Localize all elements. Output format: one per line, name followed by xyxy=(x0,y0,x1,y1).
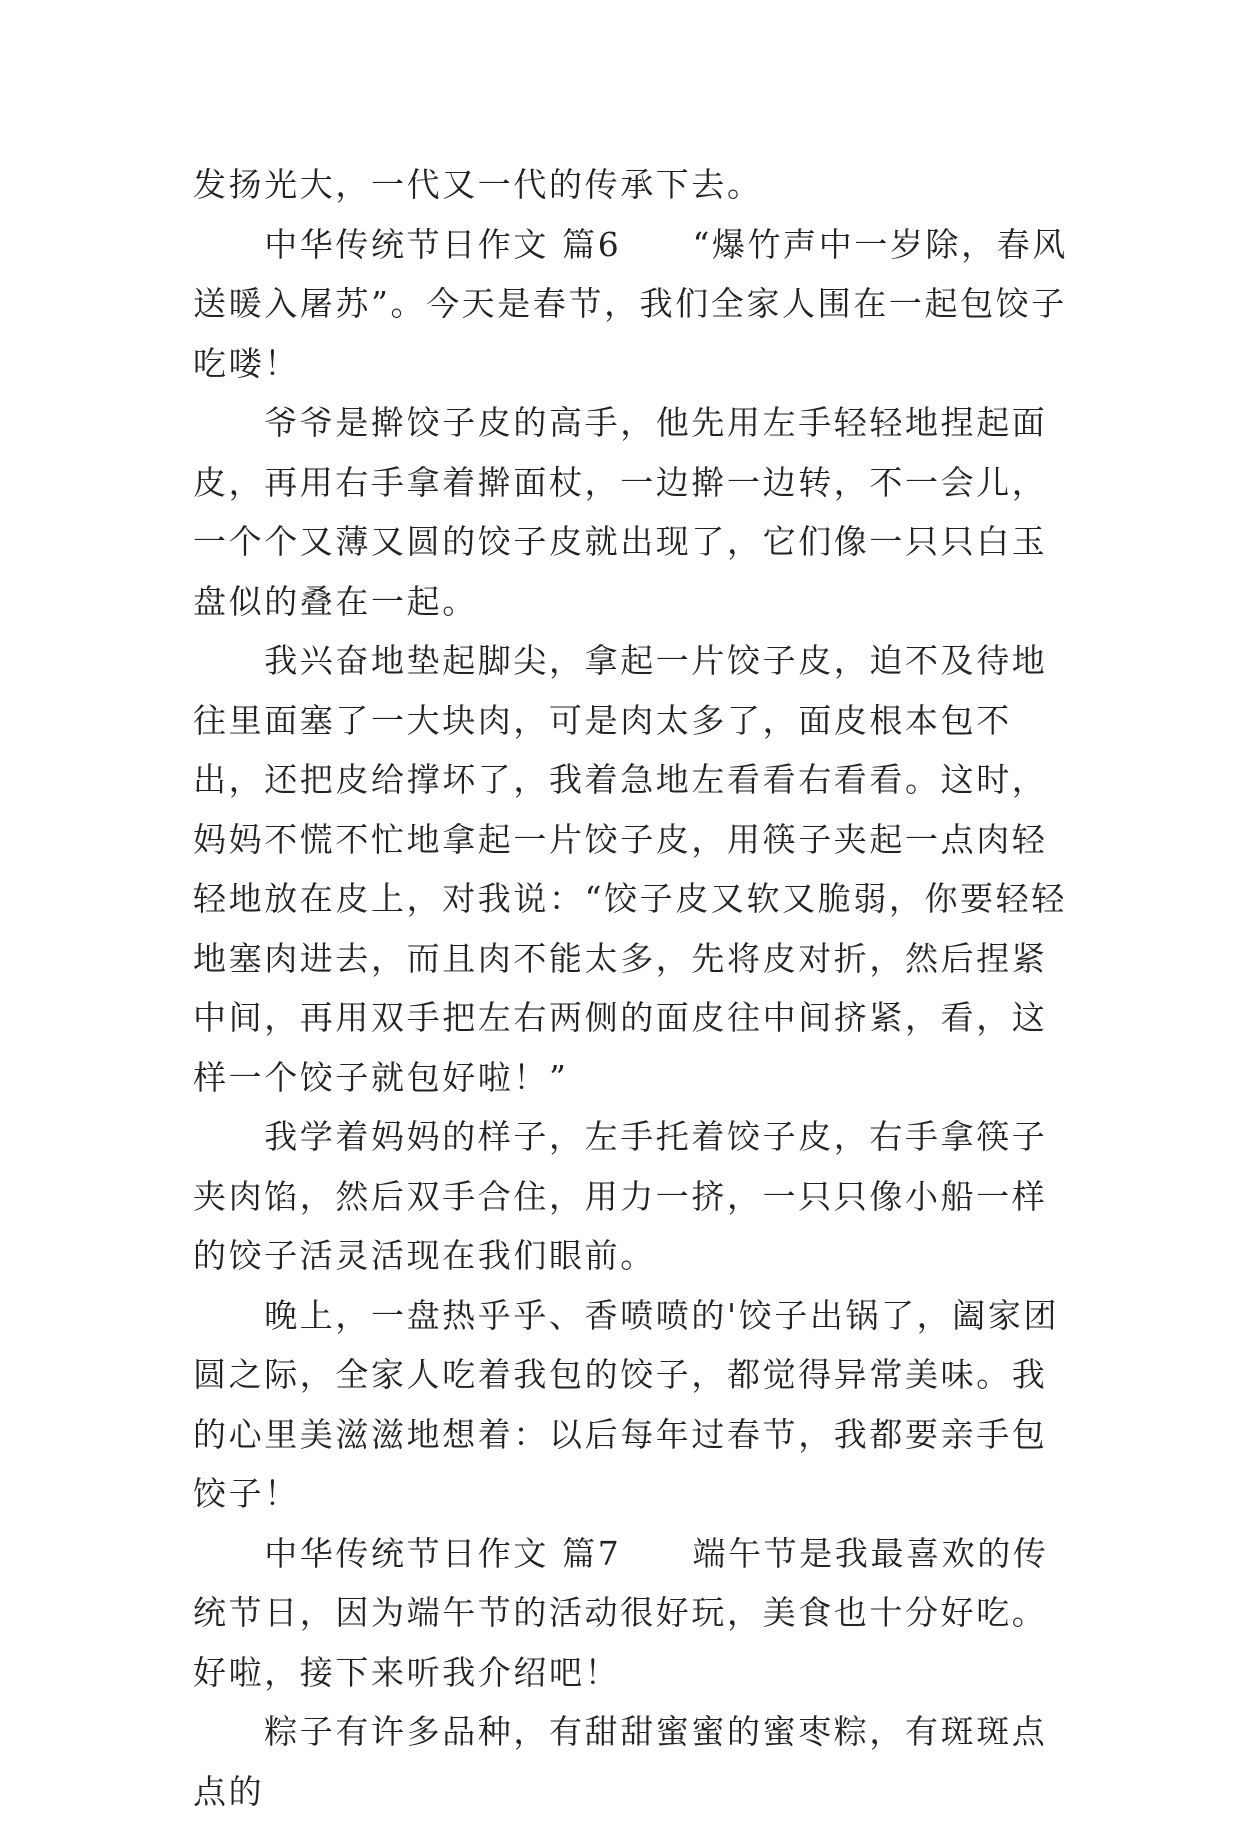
essay-body xyxy=(193,155,1073,1821)
paragraph: 我兴奋地垫起脚尖，拿起一片饺子皮，迫不及待地往里面塞了一大块肉，可是肉太多了，面皮根本包不出，还把皮给撑坏了，我着急地左看看右看看。这时，妈妈不慌不忙地拿起一片饺子皮，用筷子夹起一点肉轻轻地放在皮上，对我说：“饺子皮又软又脆弱，你要轻轻地塞肉进去，而且肉不能太多，先将皮对折，然后捏紧中间，再用双手把左右两侧的面皮往中间挤紧，看，这样一个饺子就包好啦！” xyxy=(193,641,1067,1097)
paragraph: 晚上，一盘热乎乎、香喷喷的'饺子出锅了，阖家团圆之际，全家人吃着我包的饺子，都觉得异常美味。我的心里美滋滋地想着：以后每年过春节，我都要亲手包饺子！ xyxy=(193,1295,1060,1513)
paragraph: 爷爷是擀饺子皮的高手，他先用左手轻轻地捏起面皮，再用右手拿着擀面杖，一边擀一边转，不一会儿，一个个又薄又圆的饺子皮就出现了，它们像一只只白玉盘似的叠在一起。 xyxy=(193,403,1048,621)
paragraph: 中华传统节日作文 篇6 “爆竹声中一岁除，春风送暖入屠苏”。今天是春节，我们全家人围在一起包饺子吃喽！ xyxy=(193,224,1068,383)
paragraph: 粽子有许多品种，有甜甜蜜蜜的蜜枣粽，有斑斑点点的 xyxy=(193,1712,1048,1811)
paragraph: 中华传统节日作文 篇7 端午节是我最喜欢的传统节日，因为端午节的活动很好玩，美食也十分好吃。好啦，接下来听我介绍吧！ xyxy=(193,1533,1049,1692)
paragraph: 我学着妈妈的样子，左手托着饺子皮，右手拿筷子夹肉馅，然后双手合住，用力一挤，一只只像小船一样的饺子活灵活现在我们眼前。 xyxy=(193,1117,1048,1275)
paragraph: 发扬光大，一代又一代的传承下去。 xyxy=(193,165,763,204)
